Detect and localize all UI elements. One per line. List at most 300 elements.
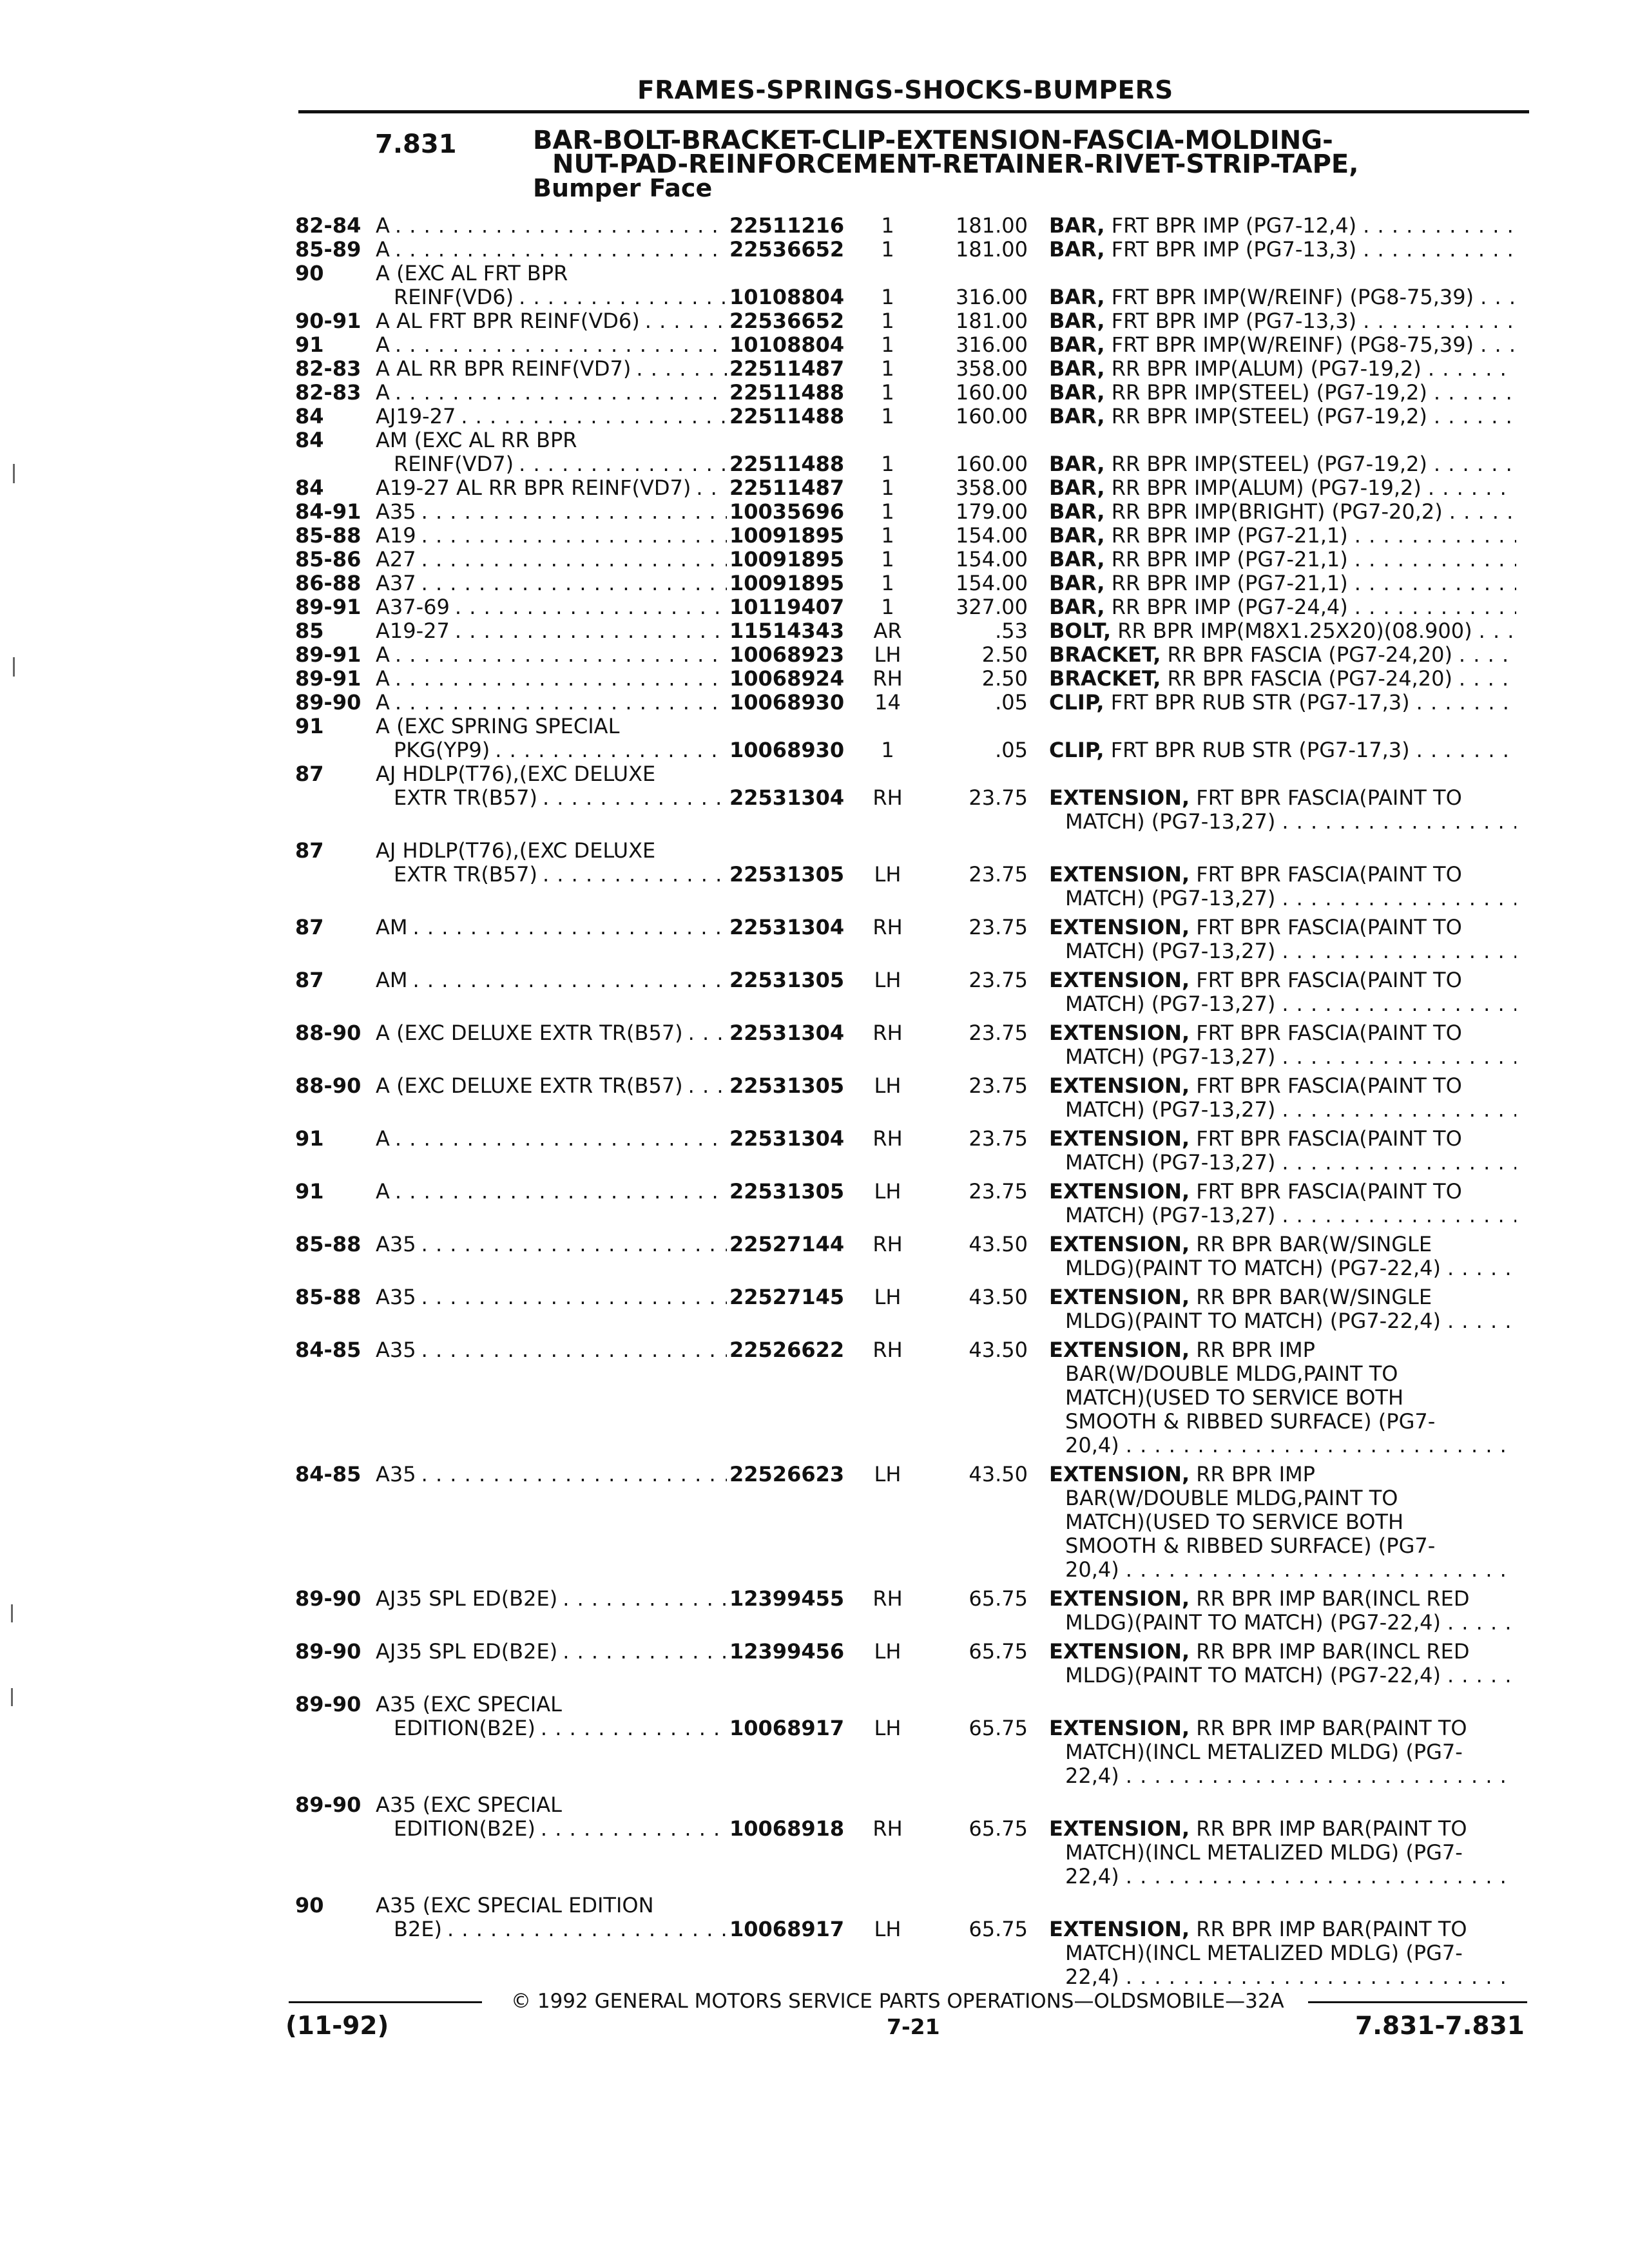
description-text: RR BPR IMP BAR(INCL RED xyxy=(1196,1587,1470,1611)
model-year: 84-85 xyxy=(295,1338,361,1362)
dot-leader xyxy=(557,1587,727,1611)
table-row xyxy=(0,524,1629,548)
price: 316.00 xyxy=(956,285,1028,309)
part-number: 11514343 xyxy=(729,619,845,643)
part-number: 22531305 xyxy=(729,1073,845,1098)
dot-leader xyxy=(416,1233,727,1256)
part-number: 22511487 xyxy=(729,476,845,500)
description-line xyxy=(1049,1256,1516,1280)
model-text: EXTR TR(B57) xyxy=(394,863,537,887)
dot-leader xyxy=(1275,887,1516,910)
table-row xyxy=(0,1587,1629,1640)
description-text: BAR(W/DOUBLE MLDG,PAINT TO xyxy=(1065,1486,1398,1510)
price: 43.50 xyxy=(969,1338,1028,1362)
price: 181.00 xyxy=(956,213,1028,238)
table-row xyxy=(0,667,1629,691)
dot-leader xyxy=(408,916,728,939)
description-line xyxy=(1049,1021,1516,1045)
dot-leader xyxy=(1474,333,1516,357)
part-name: CLIP, xyxy=(1049,691,1104,715)
model-line xyxy=(376,500,727,524)
price: 2.50 xyxy=(981,666,1028,691)
section-number: 7.831 xyxy=(375,130,457,159)
part-number: 22511488 xyxy=(729,452,845,476)
part-number: 10068917 xyxy=(729,1716,845,1740)
description-text: 22,4) xyxy=(1065,1865,1119,1888)
description-text: MATCH) (PG7-13,27) xyxy=(1065,1045,1276,1069)
description-text: FRT BPR IMP (PG7-13,3) xyxy=(1111,238,1357,262)
table-row xyxy=(0,1180,1629,1233)
description-text: MLDG)(PAINT TO MATCH) (PG7-22,4) xyxy=(1065,1256,1441,1280)
model-application xyxy=(376,1894,727,1941)
model-text: A35 xyxy=(376,1338,416,1362)
model-year: 82-83 xyxy=(295,380,361,405)
part-name: EXTENSION, xyxy=(1049,863,1190,887)
description-text: SMOOTH & RIBBED SURFACE) (PG7- xyxy=(1065,1534,1436,1558)
model-text: A35 xyxy=(376,500,416,524)
description-line xyxy=(1049,572,1516,595)
model-text: A xyxy=(376,1180,390,1204)
part-name: EXTENSION, xyxy=(1049,1338,1190,1362)
model-text: A xyxy=(376,691,390,715)
model-line xyxy=(376,839,727,863)
model-line xyxy=(376,667,727,691)
description-line xyxy=(1049,524,1516,548)
description-line xyxy=(1049,1098,1516,1122)
part-number: 22536652 xyxy=(729,237,845,262)
description-line xyxy=(1049,1045,1516,1069)
model-text: A AL RR BPR REINF(VD7) xyxy=(376,357,631,381)
part-number: 10091895 xyxy=(729,571,845,595)
model-line xyxy=(376,691,727,715)
description-line xyxy=(1049,1285,1516,1309)
description-text: RR BPR IMP (PG7-21,1) xyxy=(1111,524,1348,548)
part-description xyxy=(1049,1587,1516,1635)
model-application xyxy=(376,262,727,309)
description-line xyxy=(1049,1965,1516,1989)
model-year: 87 xyxy=(295,762,324,786)
description-text: RR BPR IMP(STEEL) (PG7-19,2) xyxy=(1111,405,1427,428)
dot-leader xyxy=(1441,1309,1516,1333)
description-text: FRT BPR FASCIA(PAINT TO xyxy=(1196,786,1462,810)
model-text: A27 xyxy=(376,548,416,572)
quantity: RH xyxy=(872,1126,903,1151)
description-text: MATCH) (PG7-13,27) xyxy=(1065,887,1276,910)
part-description xyxy=(1049,357,1516,381)
quantity: LH xyxy=(874,1917,901,1941)
model-line xyxy=(376,572,727,595)
dot-leader xyxy=(416,500,727,524)
part-description xyxy=(1049,1233,1516,1280)
description-text: 20,4) xyxy=(1065,1558,1119,1582)
model-application xyxy=(376,691,727,715)
dot-leader xyxy=(1441,1664,1516,1687)
model-line xyxy=(376,1021,727,1045)
dot-leader xyxy=(390,214,727,238)
description-line xyxy=(1049,595,1516,619)
dot-leader xyxy=(1474,285,1516,309)
table-row xyxy=(0,762,1629,839)
table-row xyxy=(0,548,1629,572)
part-description xyxy=(1049,1180,1516,1227)
part-description xyxy=(1049,452,1516,476)
description-text: BAR(W/DOUBLE MLDG,PAINT TO xyxy=(1065,1362,1398,1386)
dot-leader xyxy=(1275,939,1516,963)
model-application xyxy=(376,667,727,691)
model-application xyxy=(376,500,727,524)
table-row xyxy=(0,916,1629,968)
price: 160.00 xyxy=(956,452,1028,476)
table-row xyxy=(0,1894,1629,1994)
model-text: EXTR TR(B57) xyxy=(394,786,537,810)
price: 154.00 xyxy=(956,547,1028,572)
model-year: 89-90 xyxy=(295,1639,361,1664)
model-text: A35 (EXC SPECIAL xyxy=(376,1793,562,1817)
model-line xyxy=(376,1793,727,1817)
description-text: FRT BPR FASCIA(PAINT TO xyxy=(1196,1127,1462,1151)
dot-leader xyxy=(1452,643,1516,667)
section-title xyxy=(533,126,1359,202)
model-text: A35 (EXC SPECIAL xyxy=(376,1693,562,1716)
description-line xyxy=(1049,1611,1516,1635)
part-description xyxy=(1049,1463,1516,1582)
table-row xyxy=(0,715,1629,762)
model-text: AM (EXC AL RR BPR xyxy=(376,428,577,452)
table-row xyxy=(0,262,1629,309)
model-text: A35 (EXC SPECIAL EDITION xyxy=(376,1894,654,1917)
model-line xyxy=(376,405,727,428)
price: .53 xyxy=(995,619,1028,643)
part-description xyxy=(1049,214,1516,238)
model-text: PKG(YP9) xyxy=(394,738,490,762)
part-description xyxy=(1049,1716,1516,1788)
model-application xyxy=(376,595,727,619)
price: 23.75 xyxy=(969,968,1028,992)
model-line xyxy=(376,738,727,762)
price: 181.00 xyxy=(956,237,1028,262)
description-text: RR BPR BAR(W/SINGLE xyxy=(1196,1285,1432,1309)
part-name: BOLT, xyxy=(1049,619,1112,643)
table-row xyxy=(0,1693,1629,1793)
quantity: 1 xyxy=(881,285,894,309)
description-line xyxy=(1049,381,1516,405)
description-line xyxy=(1049,968,1516,992)
model-application xyxy=(376,619,727,643)
description-line xyxy=(1049,548,1516,572)
part-number: 22536652 xyxy=(729,309,845,333)
description-text: RR BPR IMP(BRIGHT) (PG7-20,2) xyxy=(1111,500,1443,524)
part-name: BAR, xyxy=(1049,572,1105,595)
part-name: BAR, xyxy=(1049,500,1105,524)
model-application xyxy=(376,548,727,572)
model-year: 84 xyxy=(295,476,324,500)
part-name: CLIP, xyxy=(1049,738,1104,762)
part-number: 22526622 xyxy=(729,1338,845,1362)
model-year: 91 xyxy=(295,1179,324,1204)
part-name: EXTENSION, xyxy=(1049,968,1190,992)
part-description xyxy=(1049,1640,1516,1687)
part-number: 10068930 xyxy=(729,690,845,715)
model-line xyxy=(376,309,727,333)
model-year: 87 xyxy=(295,968,324,992)
model-text: AJ35 SPL ED(B2E) xyxy=(376,1640,558,1664)
description-line xyxy=(1049,992,1516,1016)
description-line xyxy=(1049,863,1516,887)
model-text: AM xyxy=(376,916,408,939)
part-number: 12399455 xyxy=(729,1586,845,1611)
description-text: RR BPR IMP (PG7-21,1) xyxy=(1111,572,1348,595)
description-line xyxy=(1049,238,1516,262)
model-application xyxy=(376,381,727,405)
description-line xyxy=(1049,1410,1516,1434)
dot-leader xyxy=(390,381,727,405)
model-line xyxy=(376,381,727,405)
model-line xyxy=(376,1127,727,1151)
part-name: BAR, xyxy=(1049,524,1105,548)
model-year: 82-84 xyxy=(295,213,361,238)
part-description xyxy=(1049,968,1516,1016)
model-line xyxy=(376,1463,727,1486)
margin-mark xyxy=(11,1604,13,1622)
model-application xyxy=(376,1463,727,1486)
description-line xyxy=(1049,1180,1516,1204)
model-application xyxy=(376,1180,727,1204)
description-text: MATCH) (PG7-13,27) xyxy=(1065,1151,1276,1175)
price: 154.00 xyxy=(956,523,1028,548)
model-year: 87 xyxy=(295,915,324,939)
model-text: A19-27 AL RR BPR REINF(VD7) xyxy=(376,476,691,500)
part-name: EXTENSION, xyxy=(1049,1640,1190,1664)
description-text: 22,4) xyxy=(1065,1764,1119,1788)
model-year: 89-91 xyxy=(295,666,361,691)
dot-leader xyxy=(640,309,727,333)
description-line xyxy=(1049,1338,1516,1362)
model-line xyxy=(376,715,727,738)
quantity: RH xyxy=(872,666,903,691)
quantity: RH xyxy=(872,915,903,939)
description-text: FRT BPR FASCIA(PAINT TO xyxy=(1196,1074,1462,1098)
description-text: 20,4) xyxy=(1065,1434,1119,1457)
dot-leader xyxy=(1356,309,1516,333)
model-application xyxy=(376,643,727,667)
section-title-line: NUT-PAD-REINFORCEMENT-RETAINER-RIVET-STRIP-TAPE, xyxy=(552,149,1359,179)
model-application xyxy=(376,1587,727,1611)
description-line xyxy=(1049,1362,1516,1386)
description-text: RR BPR IMP BAR(PAINT TO xyxy=(1196,1817,1467,1841)
quantity: 1 xyxy=(881,380,894,405)
dot-leader xyxy=(691,476,727,500)
table-row xyxy=(0,1793,1629,1894)
dot-leader xyxy=(390,238,727,262)
quantity: LH xyxy=(874,1285,901,1309)
table-row xyxy=(0,1021,1629,1074)
model-year: 85-88 xyxy=(295,1285,361,1309)
footer-copyright: © 1992 GENERAL MOTORS SERVICE PARTS OPERATIONS—OLDSMOBILE—32A xyxy=(511,1990,1284,2013)
dot-leader xyxy=(537,863,727,887)
dot-leader xyxy=(416,1285,727,1309)
price: 23.75 xyxy=(969,862,1028,887)
description-line xyxy=(1049,1510,1516,1534)
model-year: 84 xyxy=(295,428,324,452)
part-number: 22511488 xyxy=(729,380,845,405)
price: 160.00 xyxy=(956,380,1028,405)
quantity: 1 xyxy=(881,571,894,595)
model-line xyxy=(376,524,727,548)
description-line xyxy=(1049,1434,1516,1457)
model-text: A19 xyxy=(376,524,416,548)
part-number: 10068917 xyxy=(729,1917,845,1941)
part-name: BAR, xyxy=(1049,548,1105,572)
footer-rule-right xyxy=(1308,2001,1527,2003)
table-row xyxy=(0,839,1629,916)
part-name: EXTENSION, xyxy=(1049,1127,1190,1151)
price: 43.50 xyxy=(969,1285,1028,1309)
quantity: LH xyxy=(874,862,901,887)
price: 65.75 xyxy=(969,1586,1028,1611)
description-line xyxy=(1049,1558,1516,1582)
model-text: A (EXC AL FRT BPR xyxy=(376,262,568,285)
part-number: 10035696 xyxy=(729,499,845,524)
part-description xyxy=(1049,500,1516,524)
part-number: 22511488 xyxy=(729,404,845,428)
dot-leader xyxy=(1275,810,1516,834)
model-application xyxy=(376,214,727,238)
model-application xyxy=(376,1074,727,1098)
description-text: RR BPR IMP BAR(PAINT TO xyxy=(1196,1716,1467,1740)
price: 65.75 xyxy=(969,1816,1028,1841)
part-description xyxy=(1049,619,1516,643)
description-line xyxy=(1049,1074,1516,1098)
description-text: MLDG)(PAINT TO MATCH) (PG7-22,4) xyxy=(1065,1664,1441,1687)
part-description xyxy=(1049,691,1516,715)
model-line xyxy=(376,476,727,500)
part-description xyxy=(1049,667,1516,691)
description-line xyxy=(1049,1463,1516,1486)
dot-leader xyxy=(490,738,727,762)
dot-leader xyxy=(1119,1558,1516,1582)
dot-leader xyxy=(1348,572,1516,595)
model-application xyxy=(376,1127,727,1151)
dot-leader xyxy=(390,643,727,667)
price: 160.00 xyxy=(956,404,1028,428)
table-row xyxy=(0,238,1629,262)
model-year: 85 xyxy=(295,619,324,643)
dot-leader xyxy=(1348,595,1516,619)
model-year: 84-85 xyxy=(295,1462,361,1486)
part-description xyxy=(1049,1021,1516,1069)
description-line xyxy=(1049,1865,1516,1888)
model-line xyxy=(376,762,727,786)
parts-list xyxy=(0,213,1629,1989)
model-line xyxy=(376,1180,727,1204)
table-row xyxy=(0,214,1629,238)
description-text: RR BPR IMP(ALUM) (PG7-19,2) xyxy=(1111,357,1422,381)
part-number: 10091895 xyxy=(729,523,845,548)
description-text: FRT BPR FASCIA(PAINT TO xyxy=(1196,916,1462,939)
table-row xyxy=(0,381,1629,405)
model-year: 84-91 xyxy=(295,499,361,524)
dot-leader xyxy=(1441,1256,1516,1280)
part-number: 22531305 xyxy=(729,862,845,887)
part-description xyxy=(1049,1817,1516,1888)
price: 358.00 xyxy=(956,476,1028,500)
description-text: FRT BPR IMP (PG7-13,3) xyxy=(1111,309,1357,333)
model-application xyxy=(376,1693,727,1740)
part-number: 10108804 xyxy=(729,332,845,357)
description-text: FRT BPR FASCIA(PAINT TO xyxy=(1196,968,1462,992)
description-text: FRT BPR FASCIA(PAINT TO xyxy=(1196,1021,1462,1045)
quantity: RH xyxy=(872,1232,903,1256)
model-text: A xyxy=(376,333,390,357)
model-application xyxy=(376,839,727,887)
part-name: EXTENSION, xyxy=(1049,1021,1190,1045)
model-application xyxy=(376,968,727,992)
description-line xyxy=(1049,939,1516,963)
part-name: BAR, xyxy=(1049,452,1105,476)
description-line xyxy=(1049,810,1516,834)
part-name: EXTENSION, xyxy=(1049,1074,1190,1098)
model-year: 91 xyxy=(295,332,324,357)
description-line xyxy=(1049,1386,1516,1410)
description-text: RR BPR IMP BAR(INCL RED xyxy=(1196,1640,1470,1664)
part-name: BAR, xyxy=(1049,285,1105,309)
model-text: EDITION(B2E) xyxy=(394,1716,535,1740)
model-year: 90 xyxy=(295,261,324,285)
model-text: A35 xyxy=(376,1463,416,1486)
model-application xyxy=(376,405,727,428)
model-line xyxy=(376,214,727,238)
dot-leader xyxy=(390,333,727,357)
description-line xyxy=(1049,214,1516,238)
page-header-title: FRAMES-SPRINGS-SHOCKS-BUMPERS xyxy=(637,76,1173,105)
description-text: RR BPR IMP (PG7-24,4) xyxy=(1111,595,1348,619)
model-line xyxy=(376,968,727,992)
quantity: 1 xyxy=(881,595,894,619)
table-row xyxy=(0,643,1629,667)
dot-leader xyxy=(1410,691,1516,715)
part-description xyxy=(1049,738,1516,762)
quantity: 14 xyxy=(874,690,901,715)
dot-leader xyxy=(1427,405,1516,428)
description-text: RR BPR IMP(M8X1.25X20)(08.900) xyxy=(1117,619,1472,643)
dot-leader xyxy=(450,595,727,619)
part-number: 10068930 xyxy=(729,738,845,762)
price: 2.50 xyxy=(981,642,1028,667)
footer-section-range: 7.831-7.831 xyxy=(1355,2012,1525,2041)
part-name: BRACKET, xyxy=(1049,643,1161,667)
model-line xyxy=(376,262,727,285)
description-line xyxy=(1049,1127,1516,1151)
model-text: REINF(VD7) xyxy=(394,452,514,476)
model-line xyxy=(376,863,727,887)
quantity: 1 xyxy=(881,309,894,333)
dot-leader xyxy=(537,786,727,810)
model-text: A19-27 xyxy=(376,619,450,643)
description-text: MATCH)(INCL METALIZED MLDG) (PG7- xyxy=(1065,1740,1463,1764)
model-line xyxy=(376,1817,727,1841)
model-year: 85-89 xyxy=(295,237,361,262)
table-row xyxy=(0,357,1629,381)
quantity: 1 xyxy=(881,738,894,762)
part-description xyxy=(1049,595,1516,619)
model-year: 85-86 xyxy=(295,547,361,572)
model-year: 89-90 xyxy=(295,1792,361,1817)
description-text: FRT BPR IMP (PG7-12,4) xyxy=(1111,214,1357,238)
model-text: A (EXC DELUXE EXTR TR(B57) xyxy=(376,1021,683,1045)
model-year: 86-88 xyxy=(295,571,361,595)
model-line xyxy=(376,285,727,309)
part-name: BAR, xyxy=(1049,333,1105,357)
